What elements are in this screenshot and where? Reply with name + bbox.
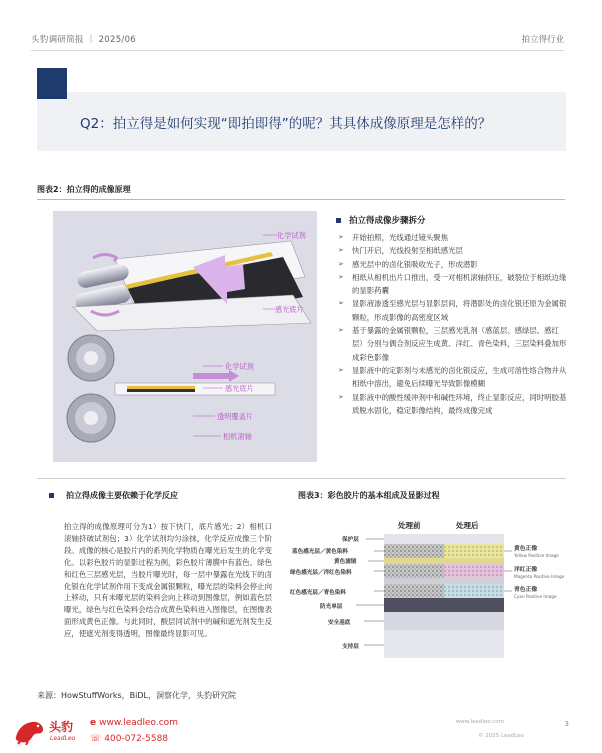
cross-section-reagent [127,386,195,389]
brand-name-en: LeadLeo [50,735,76,742]
globe-icon: e [90,718,97,728]
question-accent-square [37,68,67,99]
layer-label: 绿色感光层／洋红色染料 [290,570,352,576]
layers-before [384,534,444,658]
arrow-bullet-icon: ➢ [338,365,344,374]
footer-phone[interactable]: ☏ 400-072-5588 [90,734,169,744]
positive-label-cn: 黄色正像 [514,546,538,552]
arrow-bullet-icon: ➢ [338,392,344,401]
layer-label: 支持层 [342,644,359,650]
arrow-bullet-icon: ➢ [338,246,344,255]
fig3-before-label: 处理前 [398,521,421,530]
positive-label-en: Magenta Positive Image [514,574,565,579]
arrow-bullet-icon: ➢ [338,299,344,308]
label-roller: 相机滚轴 [223,432,252,441]
figure2-divider [37,199,565,200]
label-film2: 感光底片 [225,384,254,393]
label-chem2: 化学试剂 [225,362,254,371]
positive-label-cn: 青色正像 [514,587,538,593]
footer-copyright: © 2025 LeadLeo [478,733,524,739]
label-film: 感光底片 [275,305,304,314]
figure3-title: 图表3：彩色胶片的基本组成及显影过程 [298,491,440,500]
instant-film-diagram [53,211,317,462]
footer-website[interactable]: e www.leadleo.com [90,718,178,728]
arrow-bullet-icon: ➢ [338,326,344,335]
header-divider [31,50,564,51]
layer-label: 保护层 [342,537,359,543]
label-chem: 化学试剂 [277,231,306,240]
section-heading: 拍立得成像主要依赖于化学反应 [66,490,178,501]
layer-label: 防光单层 [320,604,343,610]
layer-label: 黄色滤镜 [334,559,357,565]
positive-label-cn: 洋红正像 [514,567,538,573]
section-body: 拍立得的成像原理可分为1）按下快门，底片感光；2）相机口滚轴挤破试剂包；3）化学试剂均匀涂抹，化学反应成像三个阶段。成像的核心是胶片内的系列化学物质在曝光后发生的化学变化。以彩色胶片的显影过程为例，彩色胶片薄膜中有蓝色、绿色和红色三层感光层，当胶片曝光时，每一层中暴露在光线下的卤化银在化学试剂作用下变成金属银颗粒，曝光层的染料会停止向上移动，只有未曝光层的染料会向上移动到图像层，例如蓝色层曝光，绿色与红色染料会结合成黄色染料进入图像层，在图像表面形成黄色正像。与此同时，酸层同试剂中的碱和遮光剂发生反应，使遮光剂变得透明，图像最终显影可见。 [64,522,272,639]
source-note: 来源：HowStuffWorks，BiDL，洞察化学，头豹研究院 [37,691,237,700]
layer-label: 蓝色感光层／黄色染料 [292,549,348,555]
step-item: ➢ 显影液渗透至感光层与显影层间，将潜影处的卤化银还原为金属银颗粒，形成影像的高密度区域 [338,299,567,322]
film-layers-diagram [284,518,574,670]
step-item: ➢ 显影液中的定影剂与未感光的卤化银反应，生成可溶性络合物并从相纸中溶出，避免后续曝光导致影像模糊 [338,365,567,389]
footer-website-right: www.leadleo.com [455,719,504,725]
cross-section-dark-layer [127,389,195,392]
fig3-after-label: 处理后 [456,521,479,530]
layers-after [444,534,504,658]
bullet-square [49,493,54,498]
positive-label-en: Yellow Positive Image [514,553,559,558]
step-item: ➢ 开始拍照，光线通过镜头聚焦 [336,231,568,244]
label-cover: 透明覆盖片 [217,412,253,421]
header-title: 头豹调研简报 ｜ 2025/06 [31,35,137,45]
question-text: Q2：拍立得是如何实现“即拍即得”的呢？其具体成像原理是怎样的？ [80,116,492,132]
arrow-bullet-icon: ➢ [338,233,344,241]
bullet-square [336,218,341,223]
layer-label: 安全基底 [328,620,351,626]
positive-label-en: Cyan Positive Image [514,594,557,599]
page-number: 3 [564,720,569,728]
header-category: 拍立得行业 [521,35,564,45]
step-item: ➢ 相纸从相机出片口推出，受一对相机滚轴挤压，破裂位于相纸边缘的显影药囊 [338,272,567,296]
arrow-bullet-icon: ➢ [338,272,344,281]
step-item: ➢ 感光层中的卤化银吸收光子，形成潜影 [336,258,568,271]
brand-name-cn: 头豹 [49,720,74,734]
steps-heading: 拍立得成像步骤拆分 [336,214,568,226]
leopard-logo-icon [14,717,46,745]
section-divider [37,478,566,479]
imaging-steps [336,214,568,417]
step-item: ➢ 显影液中的酸性缓冲剂中和碱性环境，终止显影反应，同时明胶基质脱水固化，稳定影像结构，最终成像完成 [338,392,567,415]
step-item: ➢ 基于暴露的金属银颗粒，三层感光乳剂（感蓝层、感绿层、感红层）分别与偶合剂反应生成黄、洋红、青色染料，三层染料叠加形成彩色影像 [338,326,567,362]
figure2-title: 图表2：拍立得的成像原理 [37,185,131,194]
arrow-bullet-icon: ➢ [338,259,344,268]
phone-icon: ☏ [90,734,102,744]
layer-label: 红色感光层／青色染料 [290,590,346,596]
step-item: ➢ 快门开启，光线投射至相纸感光层 [336,244,568,257]
